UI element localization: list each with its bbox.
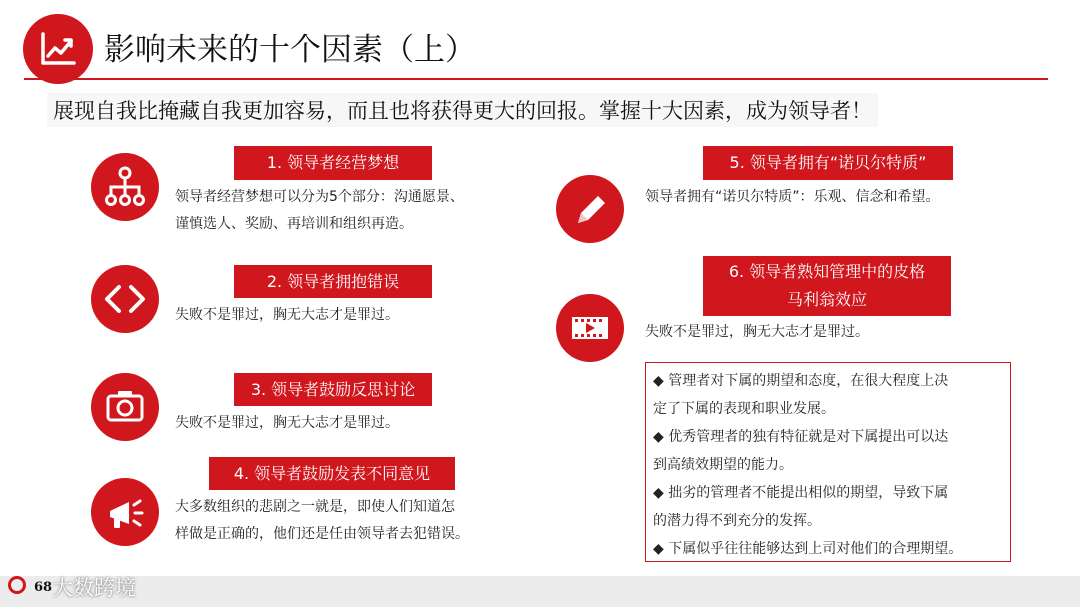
- factor-4-title: 4. 领导者鼓励发表不同意见: [209, 457, 455, 490]
- factor-4-icon-badge: [91, 478, 159, 546]
- camera-icon: [91, 373, 159, 441]
- factor-1-desc-line-2: 谨慎选人、奖励、再培训和组织再造。: [175, 216, 413, 232]
- note-line-1: ◆ 管理者对下属的期望和态度，在很大程度上决: [653, 373, 949, 389]
- factor-3-desc-line-1: 失败不是罪过，胸无大志才是罪过。: [175, 415, 399, 431]
- factor-6-title-line-2: 马利翁效应: [786, 290, 867, 309]
- note-line-4: 到高绩效期望的能力。: [653, 457, 793, 473]
- note-line-2: 定了下属的表现和职业发展。: [653, 401, 835, 417]
- megaphone-icon: [91, 478, 159, 546]
- note-line-6: 的潜力得不到充分的发挥。: [653, 513, 821, 529]
- factor-3-icon-badge: [91, 373, 159, 441]
- factor-2-title: 2. 领导者拥抱错误: [234, 265, 432, 298]
- video-icon: [556, 294, 624, 362]
- org-chart-icon: [91, 153, 159, 221]
- factor-5-title: 5. 领导者拥有“诺贝尔特质”: [703, 146, 953, 180]
- factor-4-desc-line-1: 大多数组织的悲剧之一就是，即使人们知道怎: [175, 499, 455, 515]
- factor-2-desc-line-1: 失败不是罪过，胸无大志才是罪过。: [175, 307, 399, 323]
- factor-4-desc-line-2: 样做是正确的，他们还是任由领导者去犯错误。: [175, 526, 469, 542]
- factor-6-icon-badge: [556, 294, 624, 362]
- header-chart-badge: [23, 14, 93, 84]
- factor-5-icon-badge: [556, 175, 624, 243]
- page-subtitle: 展现自我比掩藏自我更加容易，而且也将获得更大的回报。掌握十大因素，成为领导者！: [47, 93, 878, 127]
- factor-6-desc-line-1: 失败不是罪过，胸无大志才是罪过。: [645, 324, 869, 340]
- watermark-text: 大数跨境: [52, 576, 136, 600]
- factor-6-title-line-1: 6. 领导者熟知管理中的皮格: [728, 262, 926, 281]
- note-line-7: ◆ 下属似乎往往能够达到上司对他们的合理期望。: [653, 541, 963, 557]
- note-line-5: ◆ 拙劣的管理者不能提出相似的期望，导致下属: [653, 485, 949, 501]
- factor-5-desc-line-1: 领导者拥有“诺贝尔特质”：乐观、信念和希望。: [645, 189, 940, 205]
- note-line-3: ◆ 优秀管理者的独有特征就是对下属提出可以达: [653, 429, 949, 445]
- watermark-logo-icon: [8, 576, 26, 594]
- factor-1-icon-badge: [91, 153, 159, 221]
- header-divider: [24, 78, 1048, 80]
- factor-6-title: [703, 256, 951, 316]
- factor-2-icon-badge: [91, 265, 159, 333]
- pencil-icon: [556, 175, 624, 243]
- factor-3-title: 3. 领导者鼓励反思讨论: [234, 373, 432, 406]
- footer-bar: [0, 576, 1080, 607]
- page-title: 影响未来的十个因素（上）: [104, 32, 476, 68]
- pygmalion-notes-box: [645, 362, 1011, 562]
- chart-trend-icon: [40, 32, 76, 66]
- code-brackets-icon: [91, 265, 159, 333]
- page-number: 68: [34, 580, 53, 595]
- factor-1-desc-line-1: 领导者经营梦想可以分为5个部分：沟通愿景、: [175, 189, 464, 205]
- factor-1-title: 1. 领导者经营梦想: [234, 146, 432, 180]
